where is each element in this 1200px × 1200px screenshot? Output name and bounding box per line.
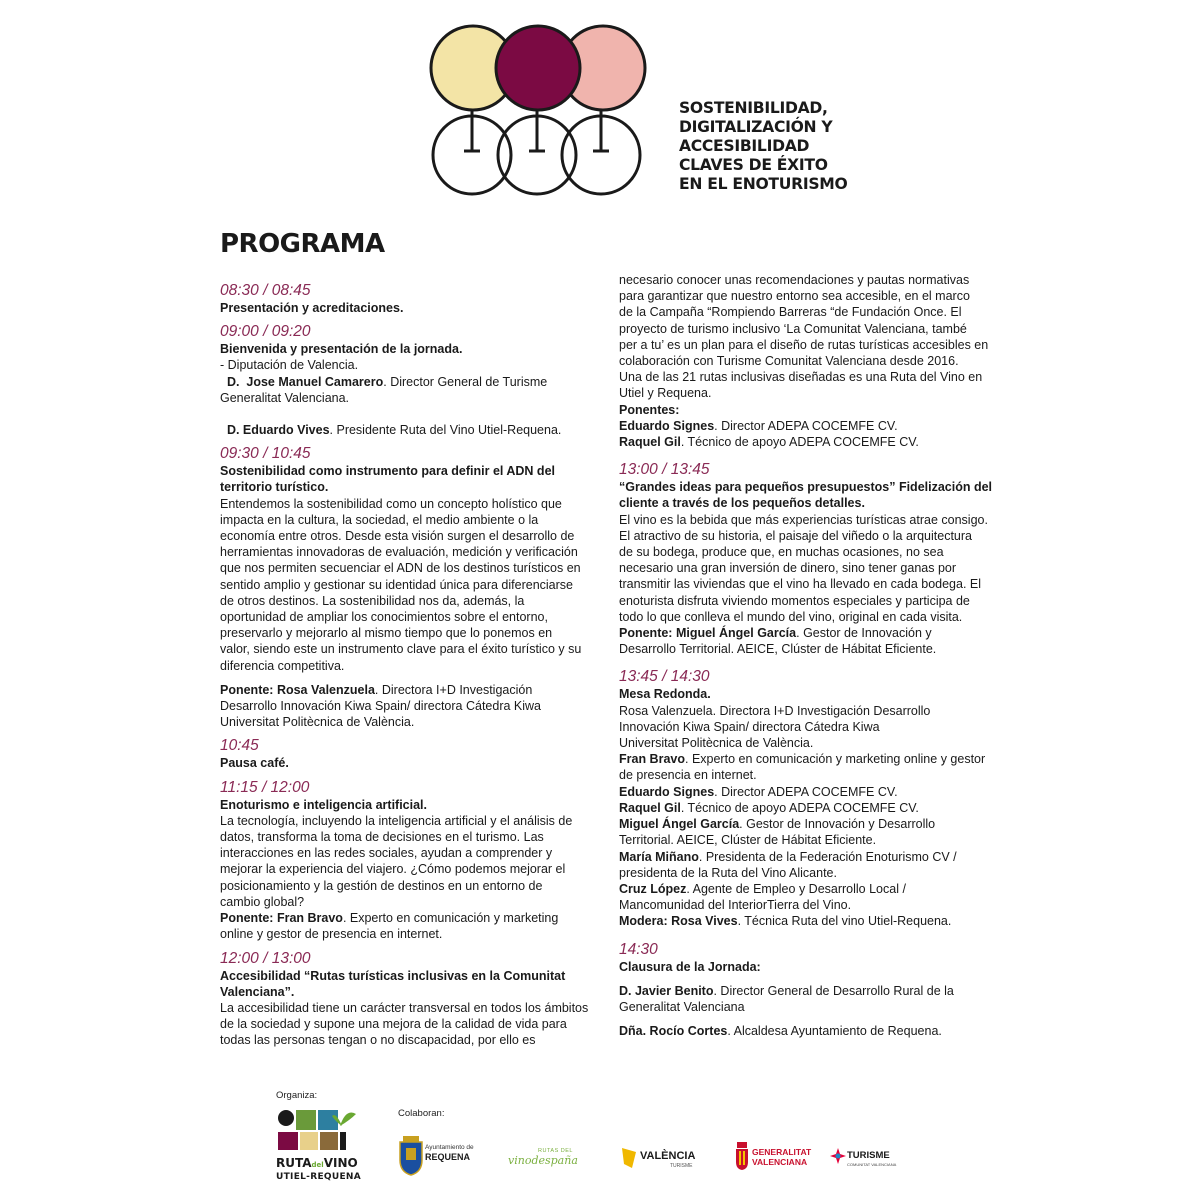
event-logo <box>428 18 654 204</box>
speaker-line: María Miñano. Presidenta de la Federación Enoturismo CV / <box>619 849 957 864</box>
speaker-line: Eduardo Signes. Director ADEPA COCEMFE CV. <box>619 784 898 799</box>
session-time: 13:00 / 13:45 <box>619 461 710 479</box>
generalitat-text: GENERALITAT <box>752 1147 812 1157</box>
speaker-line: Raquel Gil. Técnico de apoyo ADEPA COCEMFE CV. <box>619 435 919 450</box>
session-body: La tecnología, incluyendo la inteligencia artificial y el análisis de datos, transforma la toma de decisiones en el turismo. Las interacciones en las redes sociales, ayudan a comprender y mejorar la experiencia del viajero. ¿Cómo podemos mejorar el posicionamiento y la gestión de destinos en un entorno de cambio global? <box>220 813 573 909</box>
ayuntamiento-requena-logo <box>398 1132 474 1176</box>
ruta-logo-text: RUTA <box>276 1156 312 1170</box>
session-text: Territorial. AEICE, Clúster de Hábitat Eficiente. <box>619 833 877 848</box>
session-time: 14:30 <box>619 940 658 958</box>
session-text: Mancomunidad del InteriorTierra del Vino. <box>619 898 852 913</box>
program-column-right <box>619 272 993 1039</box>
turisme-small-text: COMUNITAT VALENCIANA <box>847 1162 897 1167</box>
session-text: de presencia en internet. <box>619 768 757 783</box>
session-text: Generalitat Valenciana. <box>220 390 350 405</box>
organiza-label: Organiza: <box>276 1090 318 1101</box>
generalitat-text: VALENCIANA <box>752 1157 808 1167</box>
program-column-left <box>220 281 598 1049</box>
requena-text: REQUENA <box>425 1152 471 1162</box>
generalitat-valenciana-logo <box>735 1142 825 1172</box>
session-time: 10:45 <box>220 737 259 755</box>
speaker-line: D. Jose Manuel Camarero. Director General de Turisme <box>220 374 548 389</box>
session-time: 12:00 / 13:00 <box>220 949 311 967</box>
speaker-line: D. Javier Benito. Director General de Desarrollo Rural de la <box>619 983 954 998</box>
session-text: Innovación Kiwa Spain/ directora Cátedra Kiwa <box>619 719 880 734</box>
session-title: Bienvenida y presentación de la jornada. <box>220 342 463 357</box>
valencia-turisme-logo <box>620 1146 698 1172</box>
speaker-line: Miguel Ángel García. Gestor de Innovación y Desarrollo <box>619 817 936 832</box>
speaker-line: Ponente: Fran Bravo. Experto en comunicación y marketing <box>220 911 559 926</box>
requena-shield-icon <box>398 1132 424 1176</box>
session-text: Universitat Politècnica de València. <box>619 736 814 751</box>
event-title-line: DIGITALIZACIÓN Y <box>679 118 833 136</box>
valencia-small-text: TURISME <box>670 1163 693 1169</box>
colaboran-label: Colaboran: <box>398 1108 445 1119</box>
speaker-line: Fran Bravo. Experto en comunicación y marketing online y gestor <box>619 752 986 767</box>
event-title <box>679 99 909 194</box>
session-text: Desarrollo Innovación Kiwa Spain/ directora Cátedra Kiwa <box>220 699 541 714</box>
session-title: Mesa Redonda. <box>619 687 711 702</box>
session-title: Valenciana”. <box>220 984 295 999</box>
session-body: necesario conocer unas recomendaciones y pautas normativas para garantizar que nuestro entorno sea accesible, en el marco de la Campaña “Rompiendo Barreras “de Fundación Once. El proyecto de turismo inclusivo ‘La Comunitat Valenciana, també per a tu’ es un plan para el diseño de rutas turísticas accesibles en colaboración con Turisme Comunitat Valenciana desde 2016. Una de las 21 rutas inclusivas diseñadas es una Ruta del Vino en Utiel y Requena. <box>619 273 989 401</box>
ruta-logo-subtext: UTIEL-REQUENA <box>276 1172 361 1182</box>
session-title: Presentación y acreditaciones. <box>220 301 404 315</box>
session-text: online y gestor de presencia en internet. <box>220 927 443 942</box>
session-body: El vino es la bebida que más experiencias turísticas atrae consigo. El atractivo de su historia, el paisaje del viñedo o la arquitectura de su bodega, produce que, en muchas ocasiones, no sea necesario una gran inversión de dinero, sino tener ganas por transmitir las viviendas que el vino ha llevado en cada bodega. El enoturista disfruta viviendo momentos especiales y participa de todo lo que conlleva el mundo del vino, original en cada visita. <box>619 512 988 624</box>
ruta-logo-text: VINO <box>323 1156 358 1170</box>
session-text: Desarrollo Territorial. AEICE, Clúster de Hábitat Eficiente. <box>619 642 937 657</box>
rutas-vino-espana-logo <box>508 1148 580 1170</box>
generalitat-emblem-icon <box>735 1142 749 1170</box>
speakers-label: Ponentes: <box>619 402 680 417</box>
turisme-text: TURISME <box>847 1150 890 1161</box>
session-body: La accesibilidad tiene un carácter transversal en todos los ámbitos de la sociedad y supone una mejora de la calidad de vida para todas las personas tengan o no discapacidad, por ello es <box>220 1000 589 1048</box>
session-time: 08:30 / 08:45 <box>220 282 311 299</box>
session-title: territorio turístico. <box>220 480 329 495</box>
turisme-cv-logo <box>830 1146 896 1172</box>
programa-heading: PROGRAMA <box>220 229 385 259</box>
speaker-line: Cruz López. Agente de Empleo y Desarrollo Local / <box>619 881 906 896</box>
speaker-line: Ponente: Rosa Valenzuela. Directora I+D Investigación <box>220 682 533 697</box>
session-time: 13:45 / 14:30 <box>619 668 710 686</box>
ruta-del-vino-logo <box>276 1108 366 1180</box>
event-title-line: CLAVES DE ÉXITO <box>679 156 828 174</box>
session-time: 11:15 / 12:00 <box>220 778 310 796</box>
session-text: - Diputación de Valencia. <box>220 358 359 373</box>
session-title: cliente a través de los pequeños detalles. <box>619 496 865 511</box>
event-title-line: EN EL ENOTURISMO <box>679 175 848 193</box>
session-title: Enoturismo e inteligencia artificial. <box>220 797 427 812</box>
session-time: 09:30 / 10:45 <box>220 445 311 463</box>
session-text: Rosa Valenzuela. Directora I+D Investigación Desarrollo <box>619 703 931 718</box>
requena-small-text: Ayuntamiento de <box>425 1144 474 1151</box>
speaker-line: D. Eduardo Vives. Presidente Ruta del Vino Utiel-Requena. <box>220 423 562 438</box>
session-text: Generalitat Valenciana <box>619 999 745 1014</box>
session-text: Universitat Politècnica de València. <box>220 715 415 730</box>
ruta-del-vino-emblem-icon <box>276 1108 366 1152</box>
speaker-line: Dña. Rocío Cortes. Alcaldesa Ayuntamiento de Requena. <box>619 1024 942 1039</box>
speaker-line: Ponente: Miguel Ángel García. Gestor de Innovación y <box>619 626 932 641</box>
session-title: “Grandes ideas para pequeños presupuestos” Fidelización del <box>619 480 993 495</box>
circle-wine <box>496 26 580 110</box>
session-text: presidenta de la Ruta del Vino Alicante. <box>619 865 837 880</box>
session-title: Clausura de la Jornada: <box>619 959 761 974</box>
event-title-line: ACCESIBILIDAD <box>679 137 810 155</box>
session-body: Entendemos la sostenibilidad como un concepto holístico que impacta en la cultura, la sociedad, el medio ambiente o la economía entre otros. Desde esta visión surgen el desarrollo de herramientas innovadoras de evaluación, medición y verificación que nos permiten secuenciar el ADN de los destinos turísticos en sentido amplio y gestionar su identidad única para diferenciarse de otros destinos. La sostenibilidad nos da, además, la oportunidad de ampliar los conocimientos sobre el entorno, preservarlo y mejorarlo al mismo tiempo que lo ponemos en valor, siendo este un instrumento clave para el éxito turístico y su diferencia competitiva. <box>220 496 582 673</box>
event-title-line: SOSTENIBILIDAD, <box>679 99 828 117</box>
session-title: Sostenibilidad como instrumento para definir el ADN del <box>220 464 555 479</box>
ruta-logo-amp: del <box>311 1161 324 1169</box>
turisme-star-icon <box>830 1148 846 1164</box>
rutas-vino-text: vinodespaña <box>508 1154 578 1167</box>
rutas-small-text: RUTAS DEL <box>538 1148 573 1154</box>
session-title: Pausa café. <box>220 756 289 771</box>
speaker-line: Modera: Rosa Vives. Técnica Ruta del vino Utiel-Requena. <box>619 914 952 929</box>
valencia-text: VALÈNCIA <box>640 1150 696 1162</box>
session-title: Accesibilidad “Rutas turísticas inclusivas en la Comunitat <box>220 968 566 983</box>
speaker-line: Eduardo Signes. Director ADEPA COCEMFE CV. <box>619 418 898 433</box>
speaker-line: Raquel Gil. Técnico de apoyo ADEPA COCEMFE CV. <box>619 800 919 815</box>
session-time: 09:00 / 09:20 <box>220 323 311 341</box>
valencia-mark-icon <box>620 1146 638 1170</box>
